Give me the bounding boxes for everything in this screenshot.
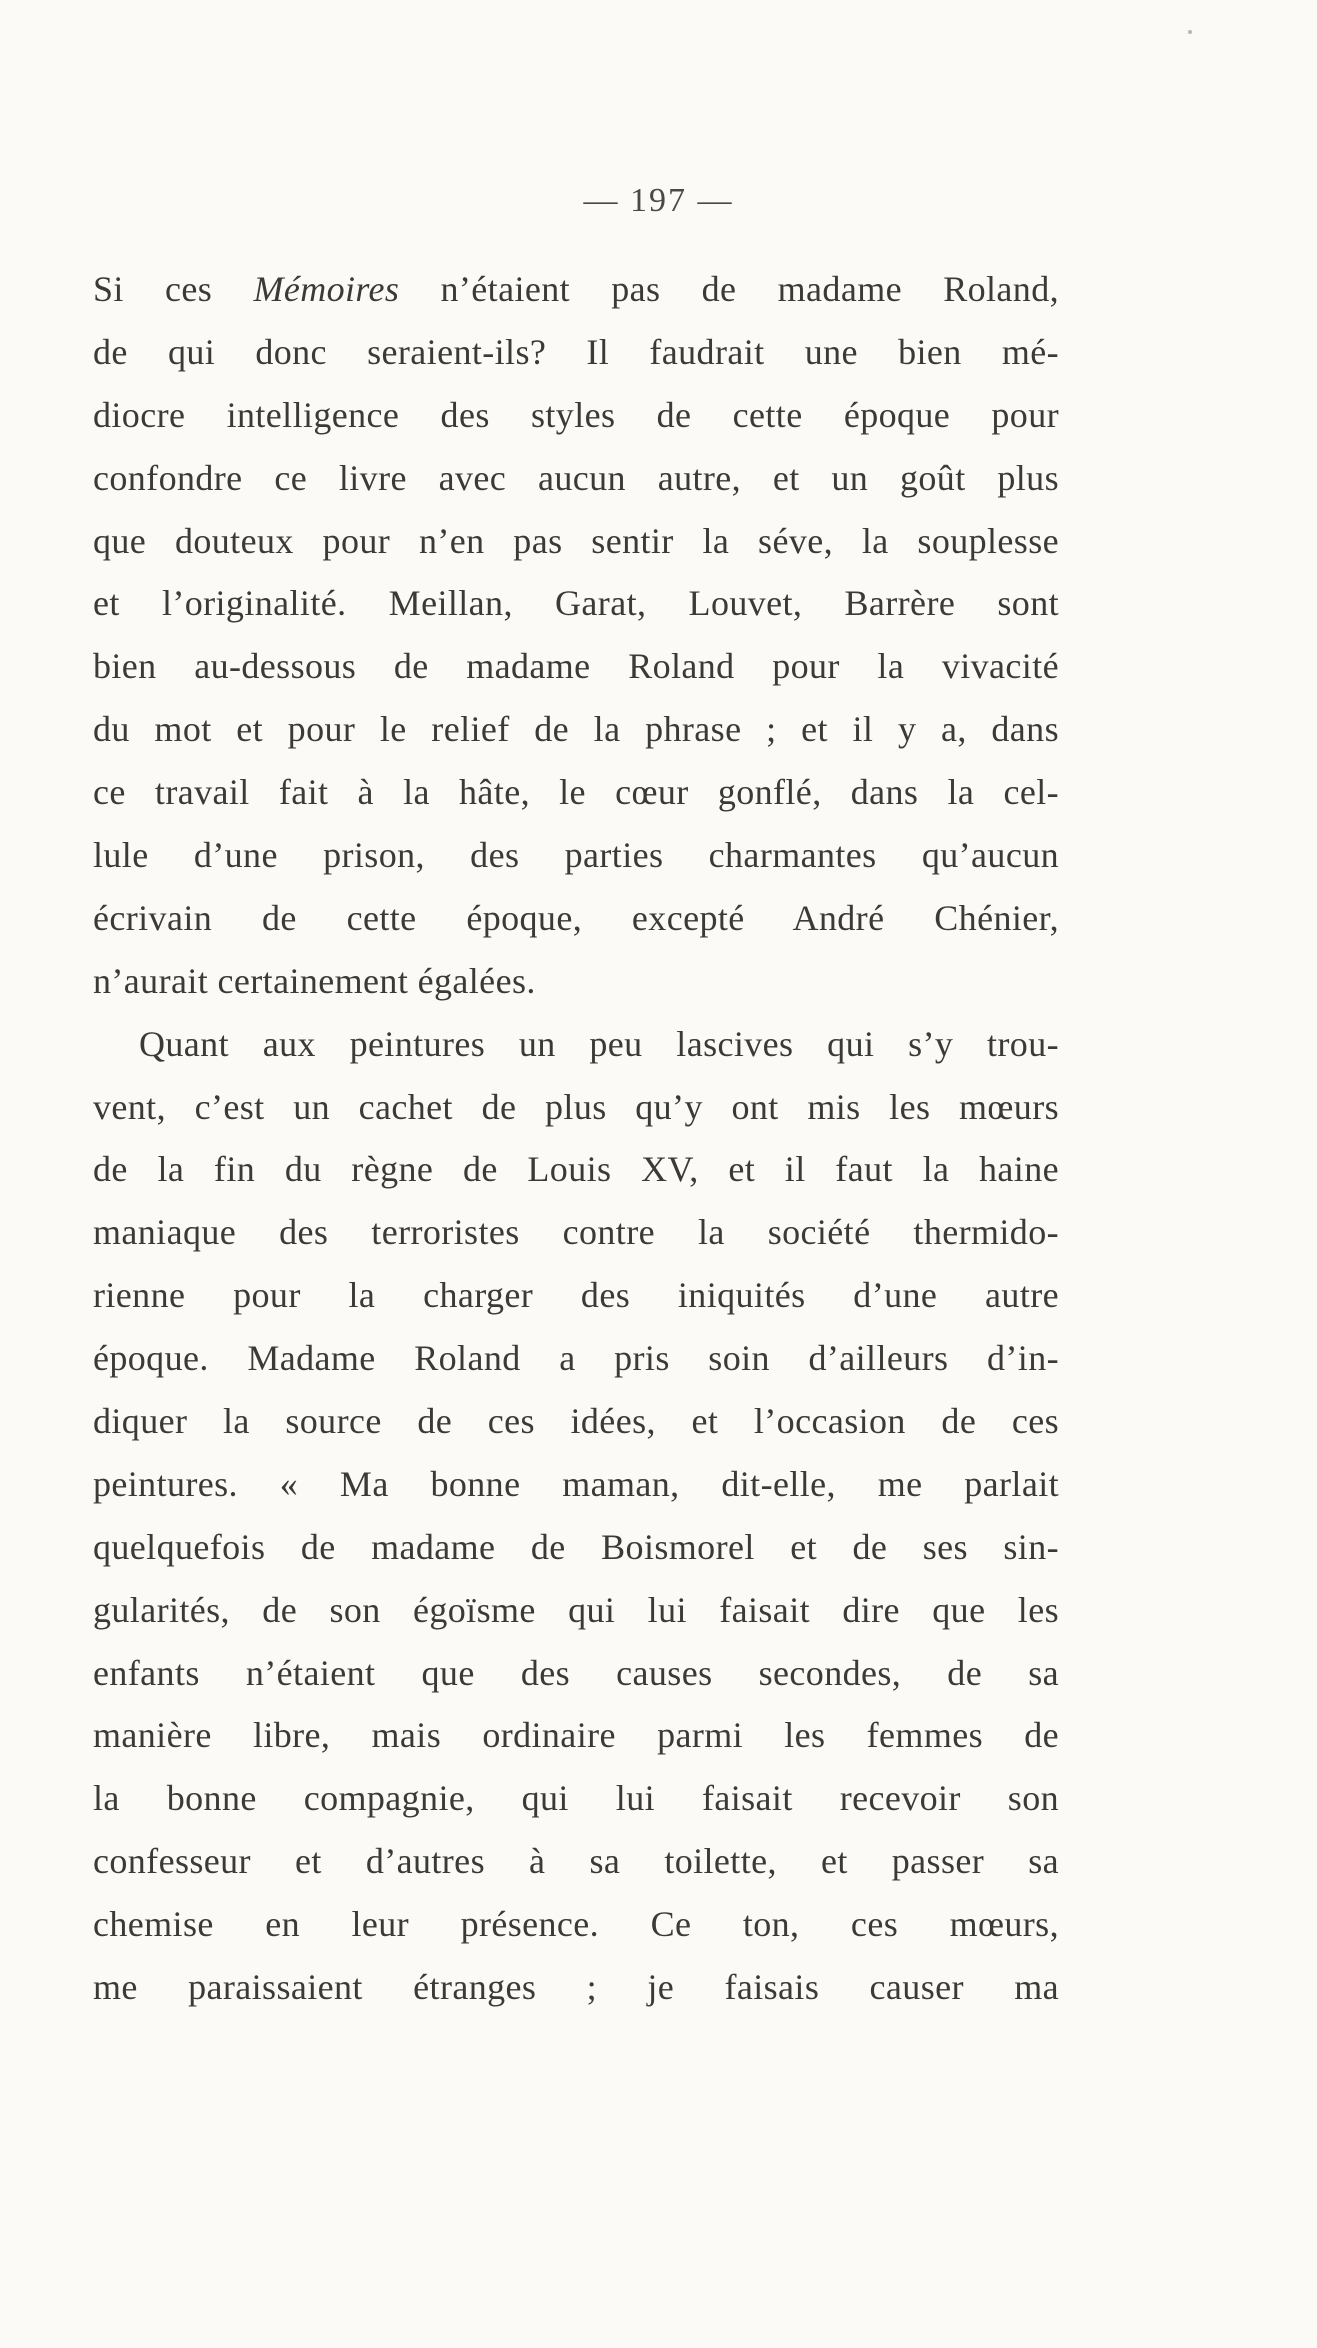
- text-line: ce travail fait à la hâte, le cœur gonflé, dans la cel-: [93, 772, 1059, 813]
- text-line: chemise en leur présence. Ce ton, ces mœurs,: [93, 1904, 1059, 1945]
- text-line: me paraissaient étranges ; je faisais causer ma: [93, 1967, 1059, 2008]
- text-line: n’aurait certainement égalées.: [93, 960, 536, 1001]
- text-line: que douteux pour n’en pas sentir la séve, la souplesse: [93, 520, 1059, 561]
- text-line: manière libre, mais ordinaire parmi les femmes de: [93, 1715, 1059, 1756]
- text-line: confesseur et d’autres à sa toilette, et passer sa: [93, 1841, 1059, 1882]
- text-line: confondre ce livre avec aucun autre, et un goût plus: [93, 457, 1059, 498]
- text-line: Quant aux peintures un peu lascives qui s’y trou-: [139, 1023, 1059, 1064]
- text-line: vent, c’est un cachet de plus qu’y ont mis les mœurs: [93, 1086, 1059, 1127]
- text-line: gularités, de son égoïsme qui lui faisait dire que les: [93, 1589, 1059, 1630]
- text-line: maniaque des terroristes contre la société thermido-: [93, 1212, 1059, 1253]
- body-text: [93, 258, 1059, 2019]
- text-line: écrivain de cette époque, excepté André Chénier,: [93, 897, 1059, 938]
- book-title-italic: Mémoires: [253, 269, 400, 309]
- text-line: diocre intelligence des styles de cette époque pour: [93, 394, 1059, 435]
- text-line: Si ces Mémoires n’étaient pas de madame Roland,: [93, 269, 1059, 309]
- text-line: la bonne compagnie, qui lui faisait recevoir son: [93, 1778, 1059, 1819]
- text-line: enfants n’étaient que des causes secondes, de sa: [93, 1652, 1059, 1693]
- text-line: lule d’une prison, des parties charmantes qu’aucun: [93, 835, 1059, 876]
- text-line: peintures. « Ma bonne maman, dit-elle, me parlait: [93, 1463, 1059, 1504]
- text-line: de qui donc seraient-ils? Il faudrait une bien mé-: [93, 331, 1059, 372]
- page-number: — 197 —: [583, 182, 734, 219]
- paper-speck: [1188, 30, 1192, 34]
- text-line: et l’originalité. Meillan, Garat, Louvet, Barrère sont: [93, 583, 1059, 624]
- text-line: de la fin du règne de Louis XV, et il faut la haine: [93, 1149, 1059, 1190]
- text-line: du mot et pour le relief de la phrase ; et il y a, dans: [93, 709, 1059, 750]
- text-line: époque. Madame Roland a pris soin d’ailleurs d’in-: [93, 1338, 1059, 1379]
- text-line: rienne pour la charger des iniquités d’une autre: [93, 1275, 1059, 1316]
- text-line: bien au-dessous de madame Roland pour la vivacité: [93, 646, 1059, 687]
- text-line: diquer la source de ces idées, et l’occasion de ces: [93, 1401, 1059, 1442]
- text-line: quelquefois de madame de Boismorel et de ses sin-: [93, 1526, 1059, 1567]
